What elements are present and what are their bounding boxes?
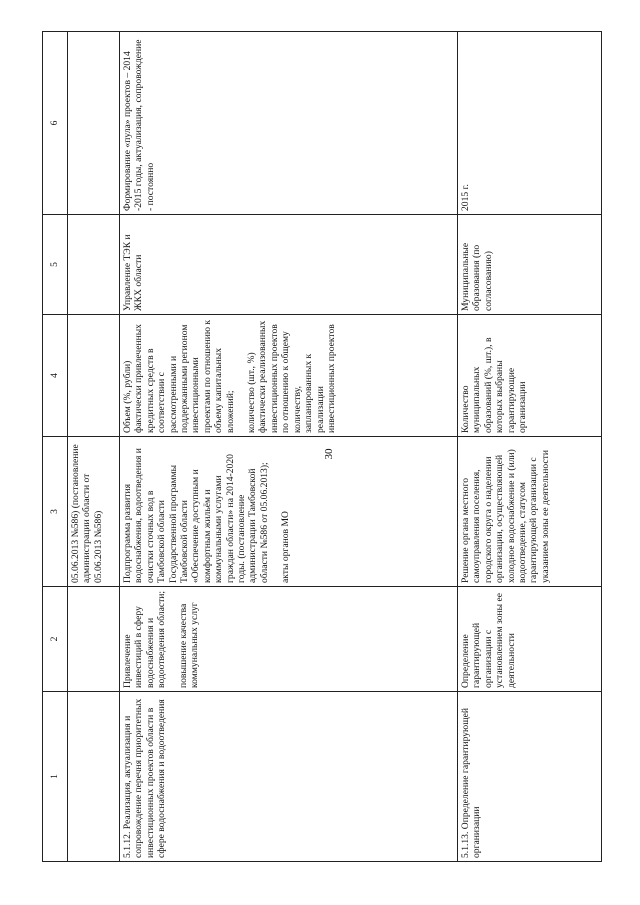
- table-row-5-1-13: [458, 32, 602, 862]
- row2-goal: Определение гарантирующей организации с установлением зоны ее деятельности: [458, 587, 602, 692]
- table-row-5-1-12: [120, 32, 458, 862]
- cont-cell-6: [68, 32, 120, 215]
- cont-cell-2: [68, 587, 120, 692]
- header-col-4: 4: [43, 315, 68, 437]
- measures-table-container: [42, 32, 602, 862]
- header-col-6: 6: [43, 32, 68, 215]
- row2-deadline: 2015 г.: [458, 32, 602, 215]
- header-row: [43, 32, 68, 862]
- row1-basis-a: Подпрограмма развития водоснабжения, водоотведения и очистки сточных вод в Тамбовской области Государственной программы Тамбовской области «Обеспечение доступным и комфортным жильём и коммунальными услугами граждан области» на 2014-2020 годы. (постановление администрации Тамбовской области №586 от 05.06.2013);: [122, 448, 270, 583]
- table-row-continuation: [68, 32, 120, 862]
- row1-goal-a: Привлечение инвестиций в сферу водоснабжения и водоотведения области;: [122, 590, 168, 688]
- row2-measure: 5.1.13. Определение гарантирующей организации: [458, 692, 602, 862]
- row1-indicator-a: Объем (%, рубли) фактически привлеченных кредитных средств в соответствии с рассмотренными и поддержанными регионом инвестиционными проектами по отношению к объему капитальных вложений;: [122, 319, 236, 433]
- row1-basis: [120, 437, 458, 587]
- header-col-1: 1: [43, 692, 68, 862]
- row1-indicator: [120, 315, 458, 437]
- row1-measure: 5.1.12. Реализация, актуализация и сопровождение перечня приоритетных инвестиционных проектов области в сфере водоснабжения и водоотведения: [120, 692, 458, 862]
- row2-responsible: Муниципальные образования (по согласованию): [458, 215, 602, 315]
- header-col-5: 5: [43, 215, 68, 315]
- header-col-2: 2: [43, 587, 68, 692]
- row2-indicator: Количество муниципальных образований (%, шт.), в которых выбраны гарантирующие организации: [458, 315, 602, 437]
- row1-basis-b: акты органов МО: [280, 511, 292, 583]
- cont-cell-5: [68, 215, 120, 315]
- row1-goal-b: повышение качества коммунальных услуг: [177, 602, 201, 688]
- cont-cell-1: [68, 692, 120, 862]
- row1-goal: [120, 587, 458, 692]
- row1-responsible: Управление ТЭК и ЖКХ области: [120, 215, 458, 315]
- row2-basis: Решение органа местного самоуправления поселения, городского округа о наделении организации, осуществляющей холодное водоснабжение и (или) водоотведение, статусом гарантирующей организации с указанием зоны ее деятельности: [458, 437, 602, 587]
- cont-cell-3: 05.06.2013 №586) (постановление администрации области от 05.06.2013 №586): [68, 437, 120, 587]
- row1-indicator-b: количество (шт., %) фактически реализованных инвестиционных проектов по отношению к общему количеству, запланированных к реализации инвестиционных проектов: [246, 320, 337, 433]
- cont-cell-4: [68, 315, 120, 437]
- row1-deadline: Формирование «пула» проектов – 2014 -2015 годы, актуализация, сопровождение - постоянно: [120, 32, 458, 215]
- page-number: 30: [323, 448, 335, 460]
- measures-table: [42, 31, 602, 862]
- header-col-3: 3: [43, 437, 68, 587]
